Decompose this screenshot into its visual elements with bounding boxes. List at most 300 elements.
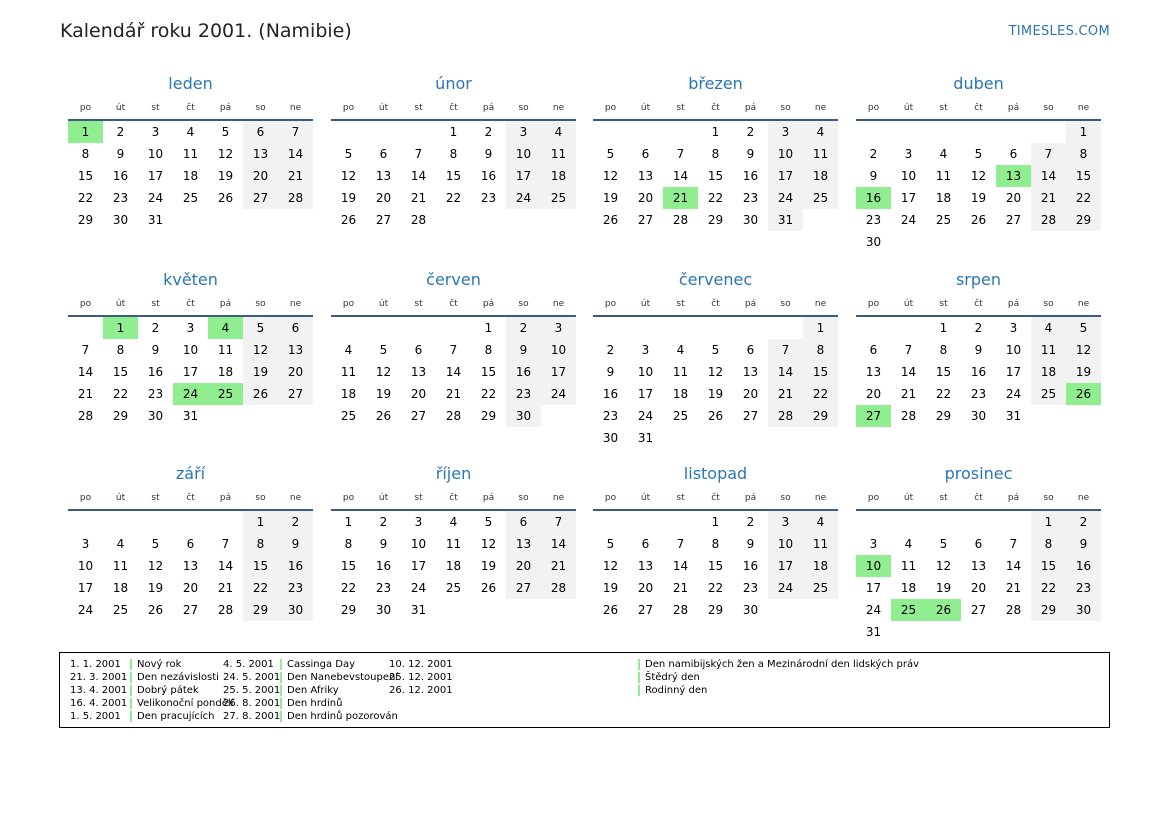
day-cell: 5 <box>1066 317 1101 339</box>
day-cell: 31 <box>410 603 427 617</box>
weekday-label: út <box>903 103 914 113</box>
holiday-day-cell: 24 <box>173 383 208 405</box>
day-cell: 24 <box>410 581 427 595</box>
day-cell: 6 <box>641 537 650 551</box>
month-name: prosinec <box>944 464 1013 483</box>
weekday-label: ne <box>552 493 565 503</box>
weekday-label: pá <box>219 299 232 309</box>
day-cell: 29 <box>707 603 724 617</box>
day-cell: 28 <box>410 213 427 227</box>
weekday-label: pá <box>744 103 757 113</box>
weekday-label: st <box>939 493 948 503</box>
day-cell: 15 <box>707 169 724 183</box>
day-cell: 16 <box>278 555 313 577</box>
day-cell: 5 <box>606 147 615 161</box>
day-cell: 22 <box>803 383 838 405</box>
weekday-label: út <box>378 103 389 113</box>
day-cell: 9 <box>151 343 160 357</box>
day-cell: 27 <box>637 213 654 227</box>
day-cell: 28 <box>77 409 94 423</box>
day-cell: 10 <box>182 343 199 357</box>
day-cell: 3 <box>506 121 541 143</box>
day-cell: 22 <box>1066 187 1101 209</box>
day-cell: 26 <box>970 213 987 227</box>
month-březen <box>593 73 838 231</box>
day-cell: 7 <box>1031 143 1066 165</box>
day-cell: 2 <box>1066 511 1101 533</box>
day-cell: 20 <box>742 387 759 401</box>
weekday-label: po <box>867 493 880 503</box>
day-cell: 28 <box>541 577 576 599</box>
day-grid <box>68 511 313 621</box>
day-grid <box>331 511 576 621</box>
day-cell: 1 <box>243 511 278 533</box>
day-cell: 16 <box>1066 555 1101 577</box>
day-cell: 26 <box>480 581 497 595</box>
day-cell: 26 <box>147 603 164 617</box>
holiday-day-cell: 13 <box>996 165 1031 187</box>
day-cell: 25 <box>340 409 357 423</box>
weekday-header <box>68 97 313 121</box>
day-cell: 27 <box>970 603 987 617</box>
holiday-day-cell: 26 <box>926 599 961 621</box>
day-cell: 11 <box>112 559 129 573</box>
day-cell: 11 <box>803 533 838 555</box>
day-cell: 7 <box>449 343 458 357</box>
day-cell: 12 <box>243 339 278 361</box>
weekday-label: so <box>255 493 266 503</box>
day-cell: 28 <box>672 603 689 617</box>
day-cell: 14 <box>445 365 462 379</box>
weekday-label: pá <box>1007 299 1020 309</box>
day-cell: 24 <box>900 213 917 227</box>
day-cell: 12 <box>217 147 234 161</box>
day-cell: 25 <box>182 191 199 205</box>
day-cell: 13 <box>375 169 392 183</box>
day-cell: 22 <box>445 191 462 205</box>
day-cell: 23 <box>278 577 313 599</box>
day-cell: 7 <box>676 147 685 161</box>
weekday-label: ne <box>289 103 302 113</box>
day-cell: 24 <box>768 577 803 599</box>
weekday-header <box>856 487 1101 511</box>
legend-date: 26. 8. 2001 <box>223 698 281 709</box>
weekday-label: st <box>151 299 160 309</box>
weekday-header <box>593 97 838 121</box>
day-cell: 16 <box>742 559 759 573</box>
day-cell: 17 <box>1005 365 1022 379</box>
day-cell: 20 <box>375 191 392 205</box>
legend-date: 25. 12. 2001 <box>389 672 453 683</box>
day-cell: 23 <box>480 191 497 205</box>
day-cell: 17 <box>410 559 427 573</box>
day-cell: 16 <box>506 361 541 383</box>
weekday-label: so <box>780 493 791 503</box>
weekday-label: út <box>640 493 651 503</box>
day-cell: 8 <box>81 147 90 161</box>
day-cell: 29 <box>340 603 357 617</box>
month-name: červenec <box>678 270 753 289</box>
weekday-header <box>856 97 1101 121</box>
page-title: Kalendář roku 2001. (Namibie) <box>60 20 352 42</box>
legend-holiday-name: Den nezávislosti <box>130 672 219 683</box>
month-říjen <box>331 463 576 621</box>
day-cell: 21 <box>410 191 427 205</box>
day-cell: 25 <box>445 581 462 595</box>
weekday-label: so <box>780 103 791 113</box>
day-cell: 5 <box>711 343 720 357</box>
day-cell: 12 <box>375 365 392 379</box>
day-cell: 17 <box>768 555 803 577</box>
day-cell: 15 <box>1031 555 1066 577</box>
holiday-day-cell: 25 <box>208 383 243 405</box>
day-cell: 2 <box>506 317 541 339</box>
day-cell: 14 <box>1005 559 1022 573</box>
legend-row <box>70 658 233 671</box>
day-cell: 8 <box>449 147 458 161</box>
day-cell: 2 <box>974 321 983 335</box>
day-cell: 25 <box>803 187 838 209</box>
weekday-label: čt <box>974 299 983 309</box>
day-cell: 9 <box>606 365 615 379</box>
day-cell: 11 <box>217 343 234 357</box>
day-cell: 30 <box>742 213 759 227</box>
weekday-label: st <box>151 493 160 503</box>
day-cell: 4 <box>541 121 576 143</box>
day-cell: 19 <box>340 191 357 205</box>
month-únor <box>331 73 576 231</box>
day-cell: 28 <box>672 213 689 227</box>
day-cell: 23 <box>970 387 987 401</box>
day-cell: 8 <box>711 537 720 551</box>
day-cell: 22 <box>935 387 952 401</box>
day-cell: 3 <box>151 125 160 139</box>
day-cell: 17 <box>637 387 654 401</box>
day-cell: 30 <box>147 409 164 423</box>
legend-date: 13. 4. 2001 <box>70 685 128 696</box>
day-cell: 21 <box>672 581 689 595</box>
day-cell: 21 <box>768 383 803 405</box>
day-cell: 3 <box>186 321 195 335</box>
day-cell: 21 <box>1005 581 1022 595</box>
month-name: únor <box>435 74 472 93</box>
day-cell: 5 <box>939 537 948 551</box>
weekday-label: čt <box>186 299 195 309</box>
day-cell: 21 <box>900 387 917 401</box>
weekday-label: so <box>255 103 266 113</box>
day-cell: 18 <box>803 555 838 577</box>
day-cell: 5 <box>243 317 278 339</box>
day-cell: 15 <box>1066 165 1101 187</box>
day-cell: 17 <box>182 365 199 379</box>
day-cell: 15 <box>77 169 94 183</box>
day-cell: 3 <box>541 317 576 339</box>
day-cell: 31 <box>182 409 199 423</box>
day-cell: 8 <box>484 343 493 357</box>
day-cell: 2 <box>606 343 615 357</box>
day-cell: 16 <box>970 365 987 379</box>
day-cell: 24 <box>77 603 94 617</box>
day-cell: 7 <box>904 343 913 357</box>
legend-column <box>223 658 398 723</box>
day-cell: 31 <box>637 431 654 445</box>
weekday-label: so <box>255 299 266 309</box>
day-cell: 8 <box>344 537 353 551</box>
day-cell: 7 <box>81 343 90 357</box>
weekday-label: st <box>676 299 685 309</box>
day-cell: 20 <box>865 387 882 401</box>
weekday-label: po <box>342 493 355 503</box>
day-cell: 6 <box>746 343 755 357</box>
day-cell: 1 <box>1066 121 1101 143</box>
day-grid <box>68 317 313 427</box>
day-cell: 31 <box>1005 409 1022 423</box>
day-cell: 26 <box>602 213 619 227</box>
day-cell: 23 <box>865 213 882 227</box>
day-cell: 13 <box>243 143 278 165</box>
holiday-day-cell: 1 <box>103 317 138 339</box>
day-cell: 4 <box>939 147 948 161</box>
month-prosinec <box>856 463 1101 643</box>
weekday-label: ne <box>289 493 302 503</box>
day-cell: 17 <box>77 581 94 595</box>
day-cell: 21 <box>217 581 234 595</box>
weekday-label: út <box>640 299 651 309</box>
day-cell: 5 <box>344 147 353 161</box>
weekday-label: so <box>780 299 791 309</box>
weekday-label: st <box>939 103 948 113</box>
weekday-label: čt <box>711 103 720 113</box>
day-cell: 10 <box>506 143 541 165</box>
day-cell: 18 <box>1031 361 1066 383</box>
day-cell: 13 <box>970 559 987 573</box>
day-cell: 17 <box>865 581 882 595</box>
day-cell: 20 <box>1005 191 1022 205</box>
day-cell: 3 <box>869 537 878 551</box>
weekday-label: ne <box>1077 299 1090 309</box>
day-cell: 5 <box>221 125 230 139</box>
day-cell: 9 <box>1066 533 1101 555</box>
holiday-day-cell: 1 <box>68 121 103 143</box>
day-cell: 11 <box>445 537 462 551</box>
day-cell: 16 <box>375 559 392 573</box>
day-cell: 5 <box>379 343 388 357</box>
weekday-label: čt <box>711 493 720 503</box>
day-cell: 12 <box>602 169 619 183</box>
weekday-header <box>68 293 313 317</box>
day-cell: 12 <box>147 559 164 573</box>
day-cell: 12 <box>480 537 497 551</box>
day-cell: 22 <box>243 577 278 599</box>
weekday-label: ne <box>814 299 827 309</box>
day-cell: 3 <box>641 343 650 357</box>
day-cell: 14 <box>278 143 313 165</box>
day-cell: 26 <box>375 409 392 423</box>
day-cell: 24 <box>506 187 541 209</box>
day-cell: 6 <box>379 147 388 161</box>
day-cell: 31 <box>768 209 803 231</box>
weekday-header <box>331 487 576 511</box>
weekday-label: čt <box>186 493 195 503</box>
day-cell: 14 <box>217 559 234 573</box>
weekday-label: ne <box>1077 493 1090 503</box>
day-cell: 3 <box>904 147 913 161</box>
day-cell: 11 <box>900 559 917 573</box>
legend-holiday-name: Rodinný den <box>638 685 707 696</box>
day-cell: 19 <box>935 581 952 595</box>
day-cell: 3 <box>768 511 803 533</box>
day-cell: 18 <box>935 191 952 205</box>
day-grid <box>593 121 838 231</box>
holiday-day-cell: 26 <box>1066 383 1101 405</box>
day-cell: 15 <box>480 365 497 379</box>
day-cell: 17 <box>506 165 541 187</box>
weekday-label: čt <box>711 299 720 309</box>
day-cell: 8 <box>939 343 948 357</box>
legend-row <box>70 684 233 697</box>
day-cell: 28 <box>900 409 917 423</box>
month-name: duben <box>953 74 1004 93</box>
day-cell: 19 <box>1066 361 1101 383</box>
weekday-label: út <box>640 103 651 113</box>
day-cell: 28 <box>445 409 462 423</box>
day-cell: 6 <box>506 511 541 533</box>
legend-row <box>389 658 919 671</box>
weekday-label: st <box>414 493 423 503</box>
day-cell: 23 <box>375 581 392 595</box>
weekday-label: po <box>604 493 617 503</box>
day-cell: 19 <box>480 559 497 573</box>
legend-holiday-name: Dobrý pátek <box>130 685 199 696</box>
day-cell: 7 <box>1009 537 1018 551</box>
weekday-label: so <box>518 493 529 503</box>
day-cell: 21 <box>278 165 313 187</box>
brand-link[interactable]: TIMESLES.COM <box>1008 24 1110 39</box>
weekday-header <box>331 97 576 121</box>
day-cell: 24 <box>1005 387 1022 401</box>
day-cell: 7 <box>414 147 423 161</box>
day-cell: 21 <box>445 387 462 401</box>
weekday-label: po <box>604 299 617 309</box>
day-cell: 30 <box>1066 599 1101 621</box>
legend-holiday-name: Den hrdinů pozorován <box>280 711 398 722</box>
weekday-label: ne <box>552 103 565 113</box>
legend-row <box>223 671 398 684</box>
day-cell: 30 <box>506 405 541 427</box>
day-cell: 9 <box>869 169 878 183</box>
month-name: březen <box>688 74 743 93</box>
legend-row <box>223 710 398 723</box>
day-cell: 1 <box>711 125 720 139</box>
day-cell: 24 <box>147 191 164 205</box>
month-name: říjen <box>435 464 472 483</box>
weekday-label: út <box>903 299 914 309</box>
day-cell: 14 <box>768 361 803 383</box>
day-cell: 2 <box>278 511 313 533</box>
day-cell: 1 <box>449 125 458 139</box>
weekday-label: ne <box>289 299 302 309</box>
day-cell: 30 <box>742 603 759 617</box>
day-cell: 6 <box>974 537 983 551</box>
day-cell: 6 <box>1009 147 1018 161</box>
weekday-label: út <box>903 493 914 503</box>
day-cell: 3 <box>768 121 803 143</box>
day-cell: 16 <box>742 169 759 183</box>
day-cell: 9 <box>746 147 755 161</box>
day-cell: 10 <box>637 365 654 379</box>
day-cell: 2 <box>151 321 160 335</box>
day-cell: 12 <box>1066 339 1101 361</box>
weekday-label: pá <box>219 103 232 113</box>
day-cell: 18 <box>112 581 129 595</box>
day-cell: 4 <box>116 537 125 551</box>
weekday-label: ne <box>1077 103 1090 113</box>
day-cell: 10 <box>900 169 917 183</box>
legend-date: 26. 12. 2001 <box>389 685 453 696</box>
day-cell: 9 <box>379 537 388 551</box>
day-grid <box>593 317 838 449</box>
day-cell: 29 <box>480 409 497 423</box>
day-cell: 10 <box>1005 343 1022 357</box>
month-name: květen <box>163 270 218 289</box>
day-cell: 1 <box>344 515 353 529</box>
day-cell: 5 <box>974 147 983 161</box>
day-cell: 26 <box>602 603 619 617</box>
day-cell: 19 <box>970 191 987 205</box>
month-name: červen <box>426 270 481 289</box>
weekday-label: po <box>79 103 92 113</box>
legend-row <box>389 684 919 697</box>
day-cell: 18 <box>445 559 462 573</box>
legend-row <box>70 710 233 723</box>
day-cell: 20 <box>637 581 654 595</box>
day-cell: 4 <box>676 343 685 357</box>
weekday-label: so <box>518 103 529 113</box>
day-cell: 29 <box>1031 599 1066 621</box>
day-cell: 10 <box>77 559 94 573</box>
day-cell: 23 <box>1066 577 1101 599</box>
day-cell: 31 <box>865 625 882 639</box>
day-cell: 13 <box>865 365 882 379</box>
day-cell: 27 <box>243 187 278 209</box>
day-cell: 14 <box>900 365 917 379</box>
day-cell: 10 <box>410 537 427 551</box>
day-cell: 25 <box>541 187 576 209</box>
day-cell: 25 <box>672 409 689 423</box>
weekday-label: po <box>604 103 617 113</box>
day-cell: 28 <box>1031 209 1066 231</box>
weekday-label: st <box>939 299 948 309</box>
month-leden <box>68 73 313 231</box>
weekday-label: st <box>414 299 423 309</box>
day-cell: 2 <box>746 515 755 529</box>
day-cell: 13 <box>637 559 654 573</box>
day-cell: 29 <box>935 409 952 423</box>
day-cell: 23 <box>742 191 759 205</box>
weekday-label: po <box>867 103 880 113</box>
day-cell: 4 <box>1031 317 1066 339</box>
legend-date: 24. 5. 2001 <box>223 672 281 683</box>
day-cell: 19 <box>602 581 619 595</box>
month-name: září <box>175 464 206 483</box>
day-cell: 14 <box>77 365 94 379</box>
day-cell: 20 <box>182 581 199 595</box>
day-cell: 11 <box>1031 339 1066 361</box>
weekday-label: po <box>79 493 92 503</box>
day-cell: 7 <box>221 537 230 551</box>
legend-date: 10. 12. 2001 <box>389 659 453 670</box>
day-cell: 12 <box>970 169 987 183</box>
